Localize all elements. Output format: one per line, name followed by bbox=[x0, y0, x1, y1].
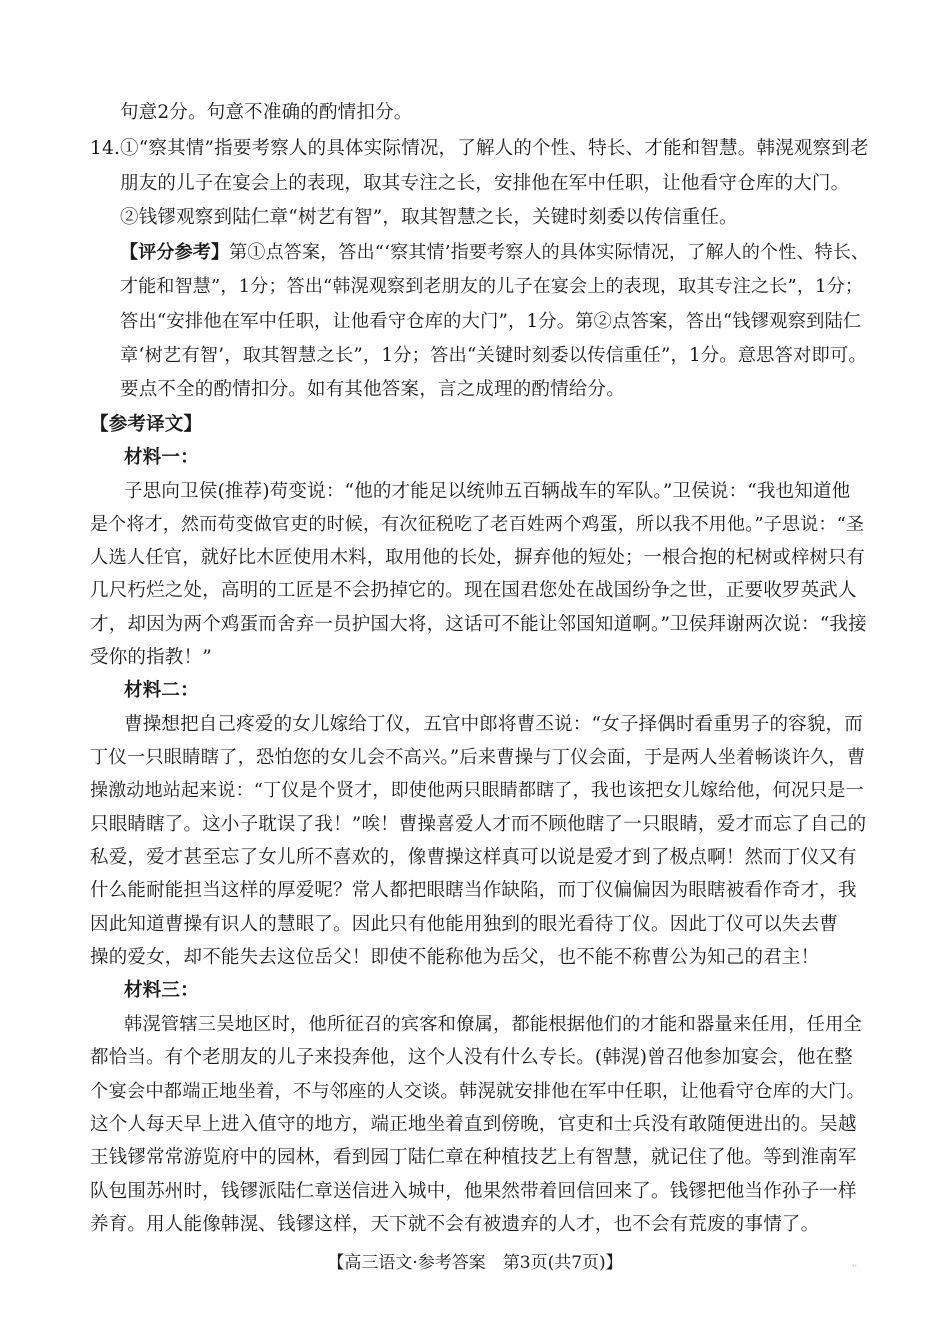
material2-title: 材料二： bbox=[124, 680, 199, 701]
q14-line-1: 14.①“察其情”指要考察人的具体实际情况，了解人的个性、特长、才能和智慧。韩滉观察到老 bbox=[90, 138, 869, 159]
q13-tail-line: 句意2分。句意不准确的酌情扣分。 bbox=[120, 102, 413, 123]
material3-title: 材料三： bbox=[124, 980, 199, 1001]
q14-line-3: ②钱镠观察到陆仁章“树艺有智”，取其智慧之长，关键时刻委以传信重任。 bbox=[120, 207, 738, 228]
material2-line-7: 因此知道曹操有识人的慧眼了。因此只有他能用独到的眼光看待丁仪。因此丁仪可以失去曹 bbox=[90, 914, 839, 935]
material1-line-2: 是个将才，然而苟变做官吏的时候，有次征税吃了老百姓两个鸡蛋，所以我不用他。”子思说：“圣 bbox=[90, 514, 865, 535]
material3-line-3: 个宴会中都端正地坐着，不与邻座的人交谈。韩滉就安排他在军中任职，让他看守仓库的大门。 bbox=[90, 1081, 865, 1102]
material2-line-8: 操的爱女，却不能失去这位岳父！即使不能称他为岳父，也不能不称曹公为知己的君主！ bbox=[90, 947, 820, 968]
material2-line-1: 曹操想把自己疼爱的女儿嫁给丁仪，五官中郎将曹丕说：“女子择偶时看重男子的容貌，而 bbox=[124, 714, 863, 735]
grading-label: 【评分参考】 bbox=[120, 242, 230, 263]
material1-line-5: 才，却因为两个鸡蛋而舍弃一员护国大将，这话可不能让邻国知道啊。”卫侯拜谢两次说：“我接 bbox=[90, 614, 867, 635]
grading-line-3: 答出“安排他在军中任职，让他看守仓库的大门”，1分。第②点答案，答出“钱镠观察到陆仁 bbox=[120, 311, 862, 332]
page-footer: 【高三语文·参考答案 第3页(共7页)】 bbox=[327, 1253, 623, 1273]
material2-line-2: 丁仪一只眼睛瞎了，恐怕您的女儿会不高兴。”后来曹操与丁仪会面，于是两人坐着畅谈许久，曹 bbox=[90, 747, 866, 768]
material3-line-6: 队包围苏州时，钱镠派陆仁章送信进入城中，他果然带着回信回来了。钱镠把他当作孙子一样 bbox=[90, 1181, 857, 1202]
material3-line-4: 这个人每天早上进入值守的地方，端正地坐着直到傍晚，官吏和士兵没有敢随便进出的。吴越 bbox=[90, 1114, 857, 1135]
material3-line-5: 王钱镠常常游览府中的园林，看到园丁陆仁章在种植技艺上有智慧，就记住了他。等到淮南军 bbox=[90, 1147, 857, 1168]
material2-line-3: 操激动地站起来说：“丁仪是个贤才，即使他两只眼睛都瞎了，我也该把女儿嫁给他，何况只是一 bbox=[90, 780, 864, 801]
material1-line-4: 几尺朽烂之处，高明的工匠是不会扔掉它的。现在国君您处在战国纷争之世，正要收罗英武人 bbox=[90, 580, 857, 601]
grading-line-4: 章‘树艺有智’，取其智慧之长”，1分；答出“关键时刻委以传信重任”，1分。意思答对即可。 bbox=[120, 345, 867, 366]
material2-line-4: 只眼睛瞎了。这小子耽误了我！”唉！曹操喜爱人才而不顾他瞎了一只眼睛，爱才而忘了自己的 bbox=[90, 814, 867, 835]
q14-line-2: 朋友的儿子在宴会上的表现，取其专注之长，安排他在军中任职，让他看守仓库的大门。 bbox=[120, 173, 850, 194]
grading-line-5: 要点不全的酌情扣分。如有其他答案，言之成理的酌情给分。 bbox=[120, 379, 625, 400]
translation-header: 【参考译文】 bbox=[90, 414, 203, 435]
material2-line-5: 私爱，爱才甚至忘了女儿所不喜欢的，像曹操这样真可以说是爱才到了极点啊！然而丁仪又有 bbox=[90, 847, 857, 868]
material3-line-2: 都恰当。有个老朋友的儿子来投奔他，这个人没有什么专长。(韩滉)曾召他参加宴会，他在整 bbox=[90, 1047, 853, 1068]
material3-line-1: 韩滉管辖三吴地区时，他所征召的宾客和僚属，都能根据他们的才能和器量来任用，任用全 bbox=[124, 1014, 862, 1035]
material1-line-3: 人选人任官，就好比木匠使用木料，取用他的长处，摒弃他的短处；一根合抱的杞树或梓树只有 bbox=[90, 547, 865, 568]
material1-title: 材料一： bbox=[124, 447, 199, 468]
material2-line-6: 什么能耐能担当这样的厚爱呢？常人都把眼瞎当作缺陷，而丁仪偏偏因为眼瞎被看作奇才，我 bbox=[90, 880, 857, 901]
grading-line-1 bbox=[120, 241, 869, 265]
material3-line-7: 养育。用人能像韩滉、钱镠这样，天下就不会有被遗弃的人才，也不会有荒废的事情了。 bbox=[90, 1214, 820, 1235]
material1-line-1: 子思向卫侯(推荐)苟变说：“他的才能足以统帅五百辆战车的军队。”卫侯说：“我也知道他 bbox=[124, 481, 851, 502]
grading-line-2: 才能和智慧”，1分；答出“韩滉观察到老朋友的儿子在宴会上的表现，取其专注之长”，1分； bbox=[120, 276, 864, 297]
material1-line-6: 受你的指教！” bbox=[90, 647, 212, 668]
scan-dot-mark: ·· bbox=[852, 1262, 858, 1271]
grading-text-1: 第①点答案，答出“‘察其情’指要考察人的具体实际情况，了解人的个性、特长、 bbox=[229, 242, 870, 263]
